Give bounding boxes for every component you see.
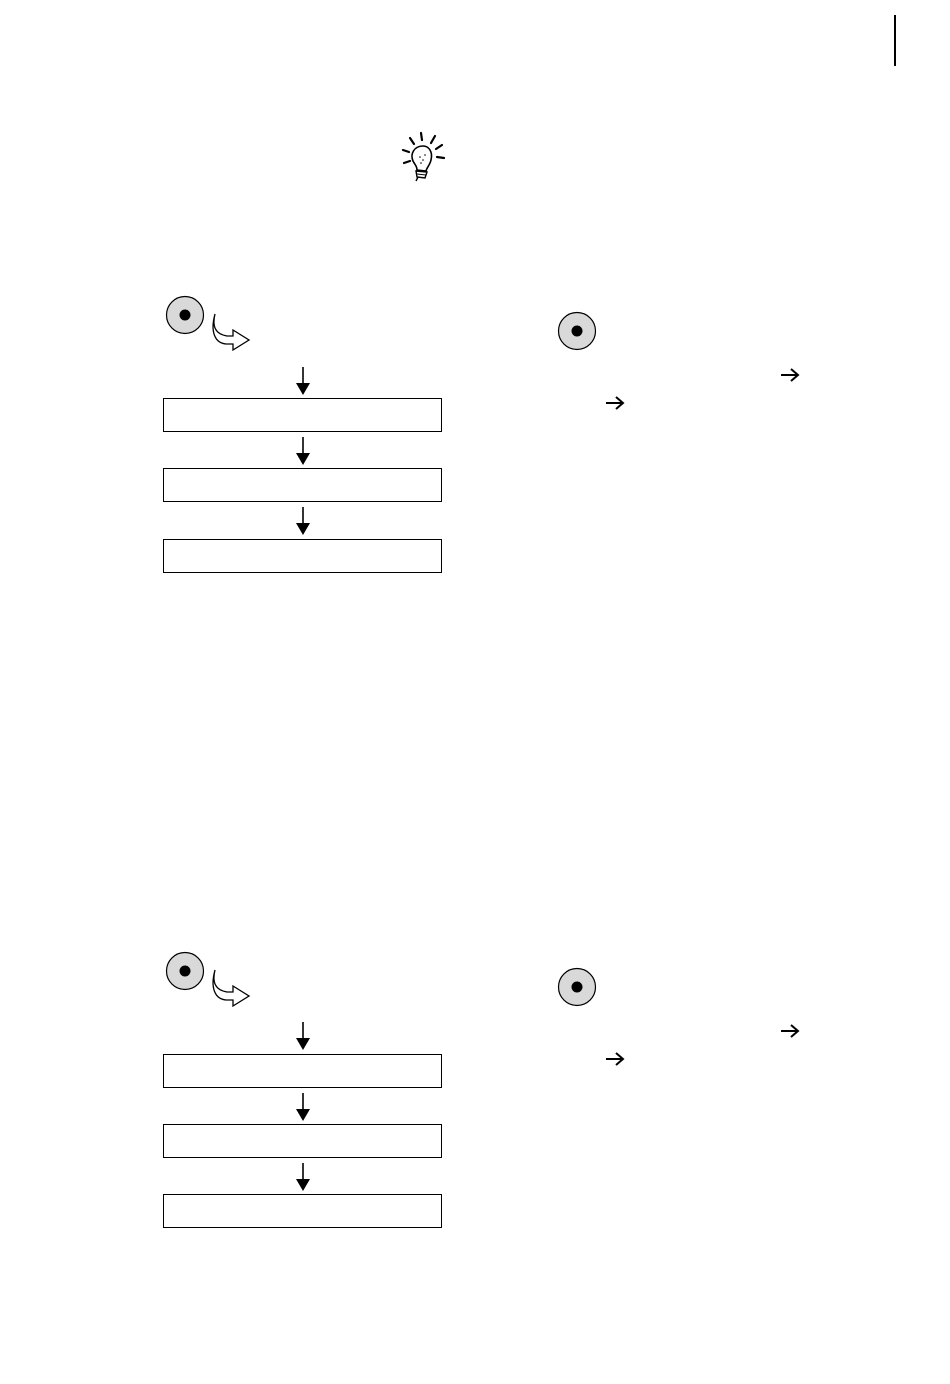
curved-arrow-icon: [211, 312, 251, 352]
flow-step-box: [163, 1194, 442, 1228]
flow-step-box: [163, 1054, 442, 1088]
curved-arrow-icon: [211, 968, 251, 1008]
arrow-right-icon: [780, 368, 800, 382]
arrow-down-icon: [293, 1093, 313, 1123]
page-edge-marker: [894, 15, 896, 66]
arrow-down-icon: [293, 507, 313, 537]
arrow-down-icon: [293, 1163, 313, 1193]
flow-step-box: [163, 398, 442, 432]
lightbulb-icon: [398, 130, 450, 186]
flow-step-box: [163, 468, 442, 502]
control-knob-icon: [165, 951, 205, 991]
arrow-right-icon: [780, 1024, 800, 1038]
flow-step-box: [163, 1124, 442, 1158]
arrow-down-icon: [293, 437, 313, 467]
arrow-down-icon: [293, 1022, 313, 1052]
control-knob-icon: [557, 967, 597, 1007]
arrow-right-icon: [605, 1052, 625, 1066]
control-knob-icon: [557, 311, 597, 351]
arrow-right-icon: [605, 396, 625, 410]
flow-step-box: [163, 539, 442, 573]
control-knob-icon: [165, 295, 205, 335]
arrow-down-icon: [293, 367, 313, 397]
